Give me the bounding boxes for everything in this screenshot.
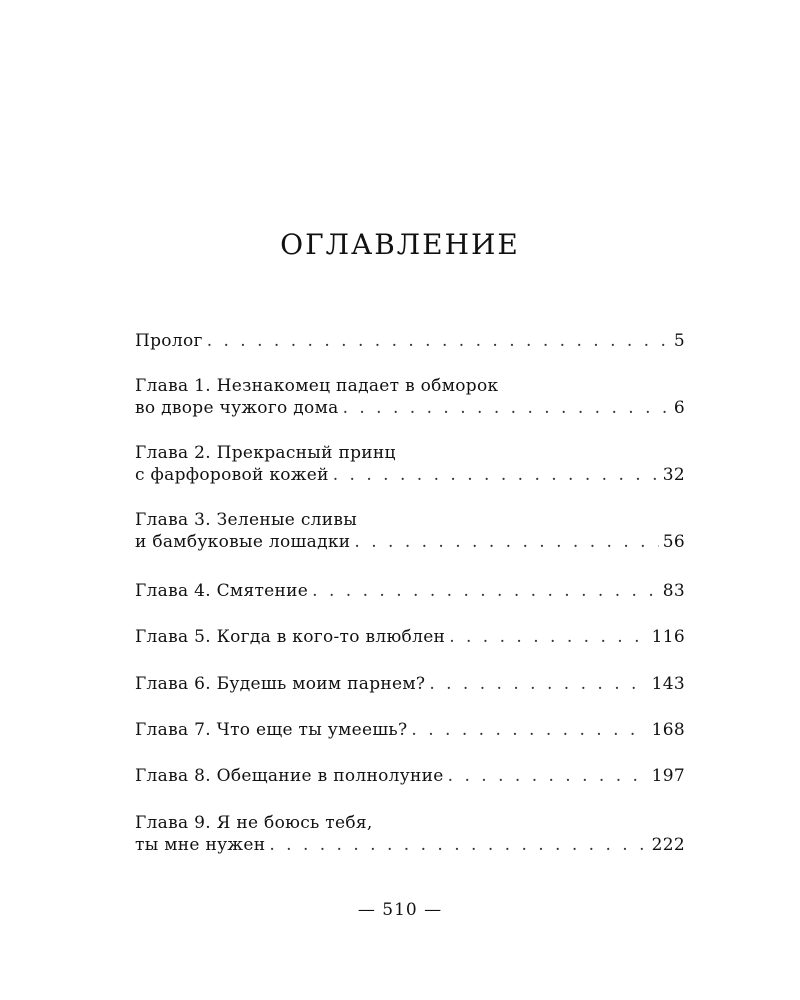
dot-leader — [312, 580, 659, 602]
toc-entry-chapter-6[interactable] — [135, 673, 685, 695]
toc-entry-title: Глава 6. Будешь моим парнем? — [135, 674, 426, 694]
toc-entry-chapter-5[interactable] — [135, 626, 685, 648]
toc-entry-chapter-9[interactable] — [135, 812, 685, 856]
toc-entry-chapter-3[interactable] — [135, 509, 685, 553]
toc-page-number: 143 — [651, 674, 685, 694]
page-number-footer: — 510 — — [357, 900, 443, 920]
dot-leader — [411, 719, 647, 741]
toc-page-number: 116 — [651, 627, 685, 647]
toc-entry-prologue[interactable] — [135, 330, 685, 352]
toc-entry-title: Глава 8. Обещание в полнолуние — [135, 766, 444, 786]
toc-entry-title: Глава 1. Незнакомец падает в обморок — [135, 376, 499, 396]
toc-entry-title: Глава 7. Что еще ты умеешь? — [135, 720, 408, 740]
toc-entry-title-cont: с фарфоровой кожей — [135, 465, 329, 485]
toc-page-number: 197 — [651, 766, 685, 786]
toc-entry-chapter-1[interactable] — [135, 375, 685, 419]
dot-leader — [354, 531, 658, 553]
toc-entry-title: Глава 2. Прекрасный принц — [135, 443, 396, 463]
toc-entry-chapter-2[interactable] — [135, 442, 685, 486]
toc-entry-title: Глава 9. Я не боюсь тебя, — [135, 813, 373, 833]
toc-entry-title-cont: ты мне нужен — [135, 835, 266, 855]
toc-entry-title: Глава 3. Зеленые сливы — [135, 510, 358, 530]
toc-page-number: 32 — [662, 465, 685, 485]
toc-entry-chapter-4[interactable] — [135, 580, 685, 602]
toc-page-number: 5 — [673, 331, 685, 351]
dot-leader — [429, 673, 647, 695]
toc-entry-title: Глава 5. Когда в кого-то влюблен — [135, 627, 446, 647]
dot-leader — [207, 330, 670, 352]
toc-page-number: 6 — [673, 398, 685, 418]
toc-entry-title-cont: во дворе чужого дома — [135, 398, 339, 418]
dot-leader — [448, 765, 648, 787]
toc-entry-chapter-8[interactable] — [135, 765, 685, 787]
toc-entry-chapter-7[interactable] — [135, 719, 685, 741]
toc-page-number: 56 — [662, 532, 685, 552]
dot-leader — [269, 834, 647, 856]
dot-leader — [343, 397, 670, 419]
toc-entry-title-cont: и бамбуковые лошадки — [135, 532, 351, 552]
dot-leader — [449, 626, 647, 648]
dot-leader — [333, 464, 659, 486]
toc-entry-title: Глава 4. Смятение — [135, 581, 309, 601]
toc-page-number: 168 — [651, 720, 685, 740]
toc-page-number: 222 — [651, 835, 685, 855]
page-title: ОГЛАВЛЕНИЕ — [280, 228, 520, 261]
toc-entry-title: Пролог — [135, 331, 203, 351]
toc-page-number: 83 — [662, 581, 685, 601]
